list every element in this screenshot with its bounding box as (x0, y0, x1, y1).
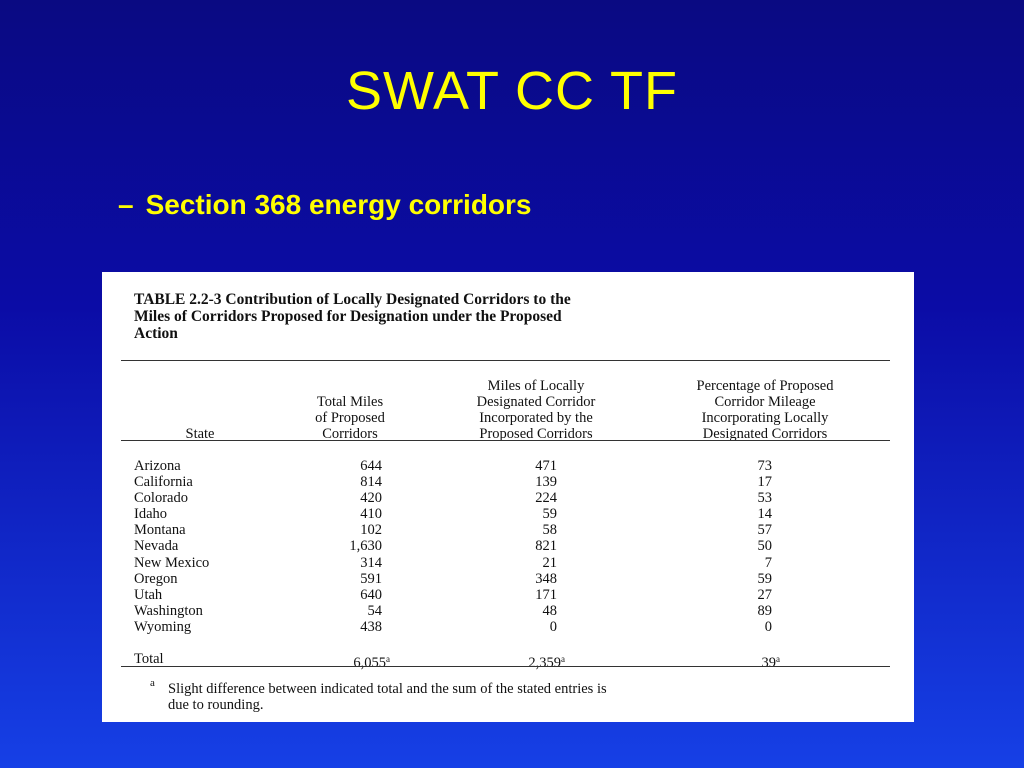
caption-line: Miles of Corridors Proposed for Designation under the Proposed (134, 308, 562, 325)
cell-pct: 59 (757, 570, 772, 587)
cell-pct (762, 651, 781, 671)
header-total-miles (280, 394, 420, 442)
table-row (102, 555, 914, 571)
cell-total: 644 (360, 458, 382, 474)
footnote-ref: a (776, 654, 780, 664)
cell-local: 348 (535, 570, 557, 587)
cell-total: 640 (360, 586, 382, 603)
table-footnote (150, 677, 874, 713)
cell-pct: 27 (757, 586, 772, 603)
table-image (102, 272, 914, 722)
cell-total: 102 (360, 522, 382, 539)
cell-total: 314 (360, 554, 382, 571)
cell-local: 48 (542, 602, 557, 619)
table-row (102, 619, 914, 635)
header-local-miles (436, 378, 636, 442)
footnote-mark: a (150, 677, 155, 689)
cell-state: Montana (134, 522, 186, 539)
header-state: State (185, 426, 215, 442)
header-line: Proposed Corridors (479, 426, 593, 442)
cell-local: 139 (535, 474, 557, 491)
cell-state: Washington (134, 602, 203, 619)
cell-local: 59 (542, 506, 557, 523)
footnote-ref: a (386, 654, 390, 664)
cell-pct: 50 (757, 538, 772, 555)
cell-total: 420 (360, 490, 382, 507)
cell-local (528, 651, 565, 671)
table-row (102, 474, 914, 490)
caption-line: TABLE 2.2-3 Contribution of Locally Designated Corridors to the (134, 291, 571, 308)
cell-total (353, 651, 390, 671)
cell-state: Idaho (134, 506, 168, 523)
total-value: 6,055 (353, 655, 386, 671)
table-row (102, 587, 914, 603)
table-body (102, 458, 914, 635)
cell-state: Total (134, 651, 164, 667)
header-line: Corridor Mileage (714, 394, 816, 410)
bullet-text: Section 368 energy corridors (145, 189, 532, 220)
table-row (102, 506, 914, 522)
cell-pct: 53 (757, 490, 772, 507)
cell-pct: 14 (757, 506, 772, 523)
cell-total: 54 (367, 602, 382, 619)
table-caption (134, 291, 874, 342)
cell-local: 58 (542, 522, 557, 539)
footnote-line: due to rounding. (168, 697, 264, 713)
cell-state: Nevada (134, 538, 179, 555)
bullet-item (118, 189, 532, 221)
table-rule-bottom (121, 666, 890, 667)
table-rule-top (121, 360, 890, 361)
cell-pct: 17 (757, 474, 772, 491)
header-line: of Proposed (315, 410, 385, 426)
table-row (102, 458, 914, 474)
header-line: Designated Corridor (476, 394, 596, 410)
cell-total: 814 (360, 474, 382, 491)
cell-local: 21 (542, 554, 557, 571)
table-rule-header (121, 440, 890, 441)
caption-line: Action (134, 325, 178, 342)
table-row (102, 490, 914, 506)
cell-pct: 57 (757, 522, 772, 539)
slide-title: SWAT CC TF (346, 61, 678, 121)
header-line: Total Miles (316, 394, 384, 410)
table-row (102, 571, 914, 587)
cell-total: 410 (360, 506, 382, 523)
cell-local: 821 (535, 538, 557, 555)
cell-pct: 7 (764, 554, 772, 571)
cell-state: New Mexico (134, 554, 210, 571)
bullet-dash: – (118, 189, 134, 220)
cell-total: 438 (360, 618, 382, 635)
footnote-line: Slight difference between indicated total and the sum of the stated entries is (168, 681, 607, 697)
cell-state: Wyoming (134, 618, 192, 635)
table-total-row (102, 651, 914, 671)
cell-total: 1,630 (349, 538, 382, 555)
cell-state: California (134, 474, 193, 491)
cell-pct: 0 (764, 618, 772, 635)
header-line: Percentage of Proposed (696, 378, 834, 394)
header-line: Corridors (322, 426, 378, 442)
header-line: Incorporating Locally (701, 410, 829, 426)
cell-pct: 73 (757, 458, 772, 474)
total-value: 39 (761, 655, 776, 671)
total-value: 2,359 (528, 655, 561, 671)
cell-local: 224 (535, 490, 557, 507)
header-percentage (650, 378, 880, 442)
cell-local: 471 (535, 458, 557, 474)
header-line: Designated Corridors (702, 426, 828, 442)
cell-total: 591 (360, 570, 382, 587)
cell-local: 171 (535, 586, 557, 603)
table-row (102, 522, 914, 538)
cell-state: Oregon (134, 570, 178, 587)
cell-state: Arizona (134, 458, 181, 474)
cell-pct: 89 (757, 602, 772, 619)
cell-local: 0 (549, 618, 557, 635)
header-line: Miles of Locally (487, 378, 585, 394)
cell-state: Colorado (134, 490, 188, 507)
table-row (102, 603, 914, 619)
footnote-ref: a (561, 654, 565, 664)
header-line: Incorporated by the (479, 410, 593, 426)
cell-state: Utah (134, 586, 163, 603)
table-row (102, 538, 914, 554)
